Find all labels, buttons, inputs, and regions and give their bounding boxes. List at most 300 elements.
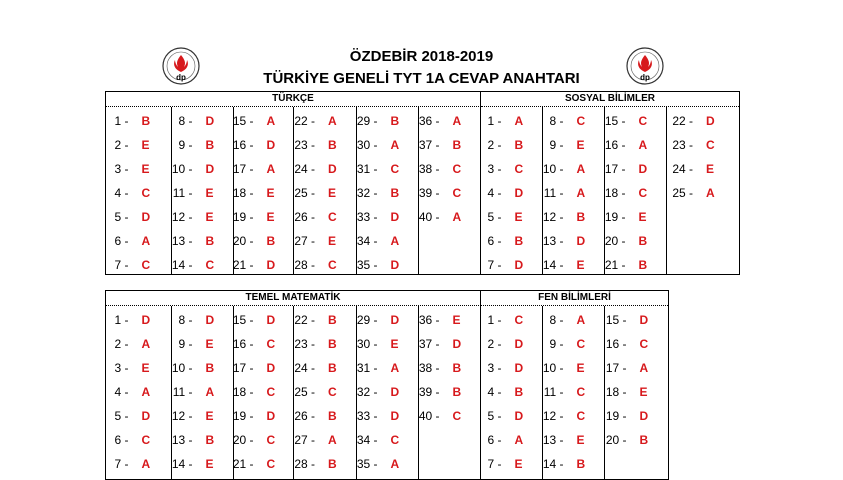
answer-cell [106,452,171,476]
answer-letter: B [328,138,337,152]
answer-cell [172,205,233,229]
question-number: 34 - [356,234,378,248]
answer-letter: B [452,361,462,375]
answer-letter: B [638,234,648,248]
answer-letter: C [141,258,151,272]
answer-letter: D [266,258,276,272]
question-number: 32 - [356,385,378,399]
answer-cell [481,380,542,404]
answer-letter: B [390,114,400,128]
answer-cell [605,157,666,181]
question-number: 17 - [232,361,254,375]
answer-letter: C [452,186,462,200]
answer-letter: C [266,433,276,447]
answer-cell [357,181,418,205]
answer-letter: E [514,210,523,224]
answer-letter: D [514,337,524,351]
answer-letter: B [328,337,337,351]
sosyal-column [605,107,667,274]
question-number: 8 - [178,114,193,128]
answer-letter: C [141,186,151,200]
answer-cell [106,380,171,404]
answer-cell [294,404,356,428]
question-number: 22 - [294,313,315,327]
matematik-column [106,306,172,479]
answer-letter: B [638,258,648,272]
question-number: 13 - [542,234,564,248]
answer-cell [357,229,418,253]
question-number: 20 - [605,433,627,447]
answer-cell [419,332,480,356]
question-number: 17 - [605,361,627,375]
answer-letter: C [141,433,151,447]
answer-cell [543,133,604,157]
answer-letter: C [328,385,337,399]
question-number: 21 - [232,258,254,272]
answer-letter: D [266,138,276,152]
question-number: 18 - [232,385,254,399]
answer-letter: D [205,313,215,327]
question-number: 4 - [114,385,129,399]
question-number: 9 - [178,138,193,152]
answer-cell [543,356,604,380]
answer-cell [605,380,668,404]
answer-letter: B [452,385,462,399]
turkce-header: TÜRKÇE [106,92,481,107]
question-number: 33 - [356,210,378,224]
answer-letter: E [576,361,585,375]
question-number: 23 - [672,138,693,152]
question-number: 35 - [356,457,378,471]
answer-cell [543,308,604,332]
answer-letter: E [576,258,585,272]
answer-cell [357,109,418,133]
right-logo [626,47,664,85]
answer-letter: E [638,210,647,224]
question-number: 2 - [114,138,129,152]
question-number: 2 - [487,337,502,351]
answer-letter: A [514,114,524,128]
answer-letter: D [205,162,215,176]
question-number: 6 - [114,234,129,248]
answer-letter: D [205,114,215,128]
question-number: 7 - [114,457,129,471]
answer-cell [106,181,171,205]
answer-cell [419,133,480,157]
answer-letter: C [576,385,586,399]
answer-cell [667,157,739,181]
answer-cell [543,109,604,133]
question-number: 20 - [232,433,254,447]
answer-letter: E [266,210,275,224]
answer-letter: D [639,313,649,327]
answer-letter: A [141,385,151,399]
answer-cell [481,157,542,181]
question-number: 3 - [487,162,502,176]
turkce-column [234,107,294,274]
question-number: 5 - [487,210,502,224]
answer-letter: E [205,409,214,423]
turkce-column [294,107,357,274]
question-number: 7 - [114,258,129,272]
answer-letter: C [390,433,400,447]
answer-cell [357,428,418,452]
turkce-column [106,107,172,274]
answer-letter: B [576,457,586,471]
answer-cell [357,133,418,157]
answer-cell [357,308,418,332]
answer-cell [294,428,356,452]
answer-cell [294,452,356,476]
question-number: 36 - [418,313,440,327]
turkce-column [419,107,481,274]
top-answer-table [105,91,740,275]
answer-letter: C [266,385,276,399]
answer-cell [481,133,542,157]
question-number: 2 - [114,337,129,351]
answer-letter: B [514,234,524,248]
answer-letter: E [205,210,214,224]
question-number: 4 - [114,186,129,200]
left-logo [162,47,200,85]
answer-cell [106,253,171,277]
answer-letter: A [141,457,151,471]
answer-letter: B [328,361,337,375]
question-number: 36 - [418,114,440,128]
question-number: 15 - [604,114,626,128]
question-number: 6 - [114,433,129,447]
question-number: 30 - [356,138,378,152]
answer-cell [294,308,356,332]
answer-cell [294,332,356,356]
answer-cell [481,452,542,476]
question-number: 23 - [294,337,315,351]
svg-text:dp: dp [640,73,650,82]
answer-letter: B [390,186,400,200]
question-number: 10 - [542,361,564,375]
question-number: 3 - [487,361,502,375]
answer-cell [605,332,668,356]
title-line-2: TÜRKİYE GENELİ TYT 1A CEVAP ANAHTARI [263,70,580,87]
question-number: 7 - [487,258,502,272]
answer-letter: B [639,433,649,447]
answer-cell [543,253,604,277]
answer-letter: D [141,210,151,224]
question-number: 14 - [542,258,564,272]
answer-letter: B [328,313,337,327]
answer-letter: D [706,114,715,128]
question-number: 20 - [232,234,254,248]
answer-cell [294,133,356,157]
answer-cell [419,109,480,133]
answer-letter: B [205,361,215,375]
question-number: 16 - [232,138,254,152]
answer-letter: B [514,138,524,152]
answer-letter: B [205,433,215,447]
answer-letter: A [390,457,400,471]
answer-letter: D [390,210,400,224]
answer-cell [419,380,480,404]
answer-cell [481,253,542,277]
question-number: 39 - [418,186,440,200]
answer-letter: D [266,361,276,375]
turkce-column [172,107,234,274]
answer-letter: B [576,210,586,224]
question-number: 6 - [487,433,502,447]
answer-letter: B [328,457,337,471]
question-number: 7 - [487,457,502,471]
answer-cell [481,205,542,229]
answer-cell [172,380,233,404]
answer-letter: C [638,114,648,128]
answer-cell [106,109,171,133]
question-number: 40 - [418,210,440,224]
answer-cell [543,181,604,205]
question-number: 3 - [114,162,129,176]
question-number: 8 - [178,313,193,327]
question-number: 19 - [604,210,626,224]
sosyal-column [481,107,543,274]
question-number: 15 - [605,313,627,327]
matematik-header: TEMEL MATEMATİK [106,291,481,306]
answer-cell [234,133,293,157]
question-number: 1 - [487,114,502,128]
answer-letter: D [141,313,151,327]
answer-cell [481,229,542,253]
answer-letter: E [328,234,337,248]
question-number: 5 - [114,409,129,423]
answer-letter: D [638,162,648,176]
answer-cell [172,157,233,181]
question-number: 35 - [356,258,378,272]
answer-cell [481,181,542,205]
answer-letter: C [576,337,586,351]
question-number: 16 - [232,337,254,351]
answer-cell [106,356,171,380]
answer-cell [234,332,293,356]
answer-cell [234,452,293,476]
question-number: 13 - [171,234,193,248]
answer-cell [543,157,604,181]
answer-cell [294,109,356,133]
answer-cell [234,109,293,133]
answer-letter: B [452,138,462,152]
question-number: 6 - [487,234,502,248]
answer-cell [481,356,542,380]
answer-cell [543,205,604,229]
question-number: 27 - [294,433,315,447]
answer-letter: D [576,234,586,248]
bottom-answer-table [105,290,669,480]
answer-letter: C [452,409,462,423]
title-line-1: ÖZDEBİR 2018-2019 [349,48,494,65]
answer-letter: E [141,138,150,152]
answer-cell [234,356,293,380]
question-number: 12 - [171,210,193,224]
question-number: 11 - [172,186,193,200]
answer-letter: A [390,234,400,248]
question-number: 34 - [356,433,378,447]
answer-letter: C [205,258,215,272]
question-number: 22 - [294,114,315,128]
matematik-column [357,306,419,479]
question-number: 1 - [487,313,502,327]
answer-letter: E [205,337,214,351]
answer-letter: D [639,409,649,423]
sosyal-column [543,107,605,274]
answer-cell [605,229,666,253]
answer-letter: D [266,313,276,327]
answer-letter: D [141,409,151,423]
answer-letter: A [328,433,337,447]
answer-letter: A [452,210,462,224]
answer-letter: C [576,409,586,423]
question-number: 37 - [418,337,440,351]
answer-cell [294,181,356,205]
answer-cell [357,332,418,356]
question-number: 18 - [604,186,626,200]
answer-cell [294,356,356,380]
question-number: 13 - [171,433,193,447]
answer-letter: E [205,457,214,471]
answer-letter: A [328,114,337,128]
answer-letter: A [266,162,276,176]
answer-cell [357,356,418,380]
answer-cell [543,229,604,253]
answer-cell [234,380,293,404]
answer-cell [172,109,233,133]
fen-column [543,306,605,479]
answer-cell [172,356,233,380]
answer-cell [543,428,604,452]
svg-text:dp: dp [176,73,186,82]
question-number: 11 - [172,385,193,399]
question-number: 5 - [114,210,129,224]
question-number: 16 - [605,337,627,351]
answer-cell [234,181,293,205]
answer-cell [172,428,233,452]
answer-letter: E [328,186,337,200]
answer-letter: C [576,114,586,128]
question-number: 8 - [549,313,564,327]
answer-cell [419,404,480,428]
answer-letter: D [514,186,524,200]
answer-cell [172,181,233,205]
answer-cell [605,205,666,229]
answer-cell [357,205,418,229]
question-number: 9 - [178,337,193,351]
question-number: 25 - [294,186,315,200]
answer-letter: A [576,186,586,200]
answer-letter: D [266,409,276,423]
question-number: 3 - [114,361,129,375]
answer-letter: B [328,409,337,423]
answer-letter: A [452,114,462,128]
matematik-column [234,306,294,479]
question-number: 14 - [171,457,193,471]
answer-letter: C [638,186,648,200]
answer-cell [106,229,171,253]
question-number: 22 - [672,114,693,128]
answer-cell [357,157,418,181]
matematik-column [294,306,357,479]
answer-cell [605,404,668,428]
question-number: 12 - [542,409,564,423]
question-number: 19 - [605,409,627,423]
answer-letter: C [452,162,462,176]
answer-letter: C [266,337,276,351]
question-number: 12 - [171,409,193,423]
matematik-column [419,306,481,479]
answer-letter: B [141,114,151,128]
answer-cell [543,332,604,356]
answer-cell [667,181,739,205]
answer-letter: A [638,138,648,152]
answer-cell [172,253,233,277]
answer-cell [234,404,293,428]
question-number: 37 - [418,138,440,152]
answer-cell [294,205,356,229]
answer-letter: A [390,361,400,375]
answer-letter: D [452,337,462,351]
answer-cell [419,157,480,181]
question-number: 21 - [232,457,254,471]
question-number: 8 - [549,114,564,128]
question-number: 31 - [356,162,378,176]
answer-letter: B [205,234,215,248]
answer-letter: C [390,162,400,176]
answer-letter: E [141,162,150,176]
answer-cell [667,133,739,157]
answer-cell [419,181,480,205]
answer-cell [357,380,418,404]
answer-cell [172,229,233,253]
answer-cell [357,253,418,277]
answer-letter: A [576,313,586,327]
question-number: 11 - [543,385,564,399]
turkce-column [357,107,419,274]
answer-cell [481,332,542,356]
answer-cell [294,157,356,181]
answer-letter: A [706,186,715,200]
question-number: 11 - [543,186,564,200]
answer-letter: C [514,162,524,176]
question-number: 39 - [418,385,440,399]
answer-letter: D [514,361,524,375]
answer-letter: E [266,186,275,200]
fen-column [605,306,668,479]
answer-cell [481,308,542,332]
question-number: 1 - [114,114,129,128]
answer-cell [294,253,356,277]
answer-cell [419,308,480,332]
question-number: 32 - [356,186,378,200]
answer-cell [543,380,604,404]
question-number: 30 - [356,337,378,351]
sosyal-header: SOSYAL BİLİMLER [481,92,739,107]
answer-letter: C [639,337,649,351]
question-number: 24 - [294,361,315,375]
answer-letter: E [576,433,585,447]
question-number: 17 - [232,162,254,176]
answer-letter: D [390,258,400,272]
question-number: 19 - [232,210,254,224]
question-number: 10 - [171,361,193,375]
answer-letter: C [514,313,524,327]
answer-letter: D [514,409,524,423]
answer-cell [106,404,171,428]
question-number: 26 - [294,409,315,423]
